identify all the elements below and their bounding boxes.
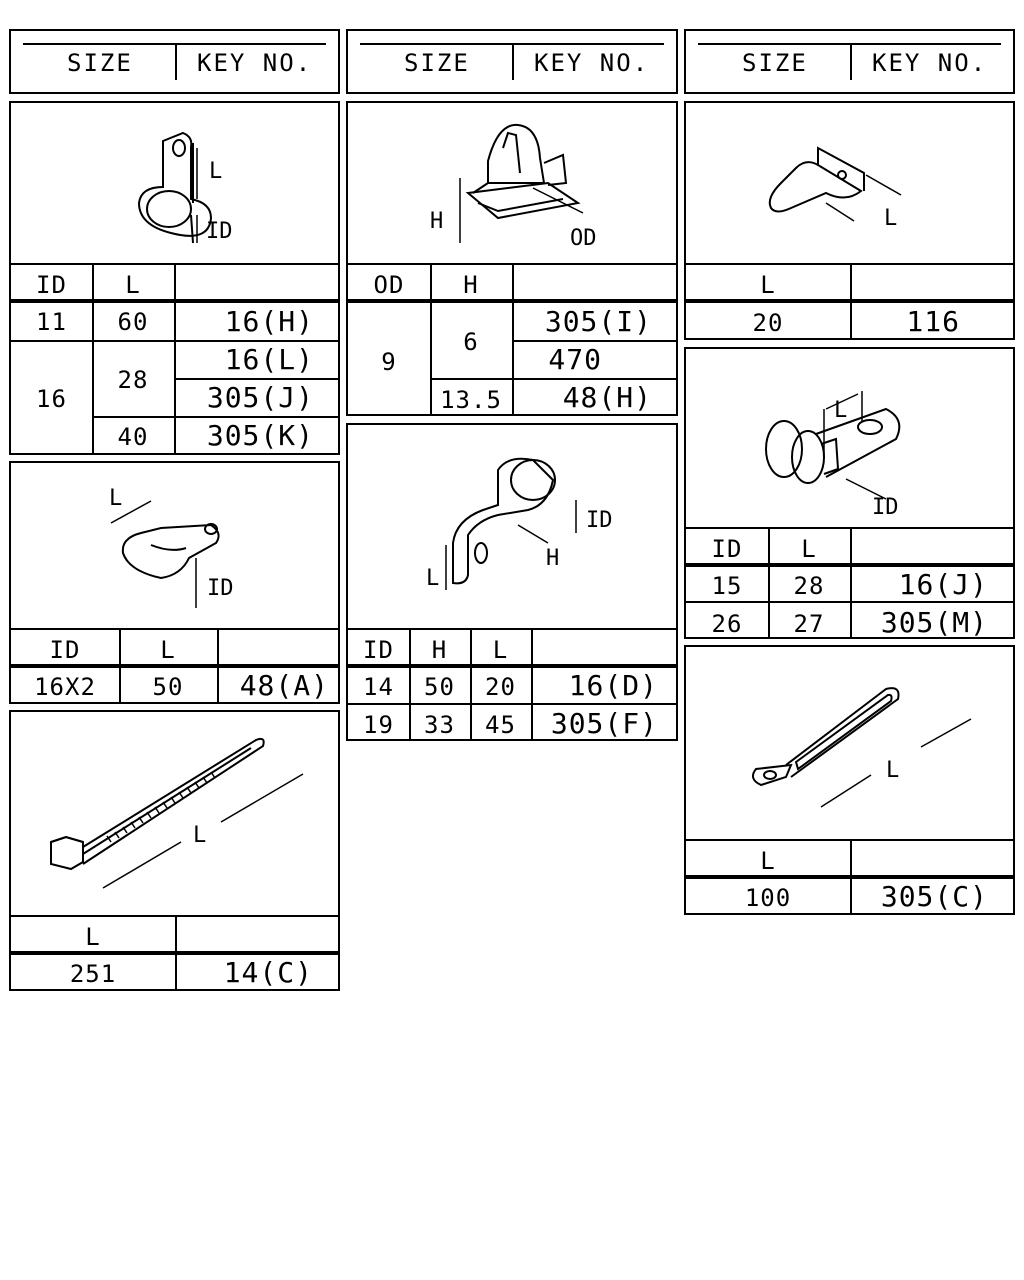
cell-l: 20 xyxy=(752,309,784,337)
cell-l: 100 xyxy=(744,884,792,912)
cell-id: 26 xyxy=(711,610,743,638)
cable-tie-label-l: L xyxy=(193,823,207,848)
clamp-double-illustration xyxy=(11,463,338,628)
cell-key: 16(D) xyxy=(568,669,658,702)
cell-key: 116 xyxy=(906,305,960,338)
cell-h: 50 xyxy=(424,673,455,701)
clip-od-label-h: H xyxy=(430,209,444,234)
col-header-id: ID xyxy=(363,636,394,664)
col-header-l: L xyxy=(760,271,776,299)
cell-key: 305(F) xyxy=(550,707,658,740)
grommet-clip-label-l: L xyxy=(834,398,848,423)
clamp-ring-label-l: L xyxy=(209,159,223,184)
col-header-l: L xyxy=(85,923,101,951)
clamp-p-label-id: ID xyxy=(586,508,613,533)
clamp-p-illustration xyxy=(348,425,676,628)
cell-id: 11 xyxy=(36,308,67,336)
part-clamp-double xyxy=(9,461,340,704)
col-header-h: H xyxy=(431,636,448,664)
col-header-id: ID xyxy=(49,636,81,664)
cell-id: 14 xyxy=(363,673,394,701)
cell-key: 14(C) xyxy=(223,956,313,989)
col-header-l: L xyxy=(492,636,509,664)
bracket-l-illustration xyxy=(686,103,1013,265)
cell-od: 9 xyxy=(381,348,397,376)
cell-l: 45 xyxy=(485,711,516,739)
cell-l: 27 xyxy=(793,610,825,638)
grommet-clip-illustration xyxy=(686,349,1013,529)
col-header-l: L xyxy=(160,636,176,664)
cell-l: 50 xyxy=(152,673,184,701)
header-key-label: KEY NO. xyxy=(872,49,988,77)
cell-l: 251 xyxy=(69,960,117,988)
cell-h: 33 xyxy=(424,711,455,739)
col-header-id: ID xyxy=(36,271,67,299)
cell-l: 20 xyxy=(485,673,516,701)
part-clamp-ring xyxy=(9,101,340,455)
cell-l: 28 xyxy=(793,572,825,600)
clip-od-label-od: OD xyxy=(570,226,597,251)
cell-l: 40 xyxy=(117,423,149,451)
part-bracket-l xyxy=(684,101,1015,340)
bracket-l-label-l: L xyxy=(884,206,898,231)
part-strap xyxy=(684,645,1015,915)
cable-tie-illustration xyxy=(11,712,338,915)
cell-h: 6 xyxy=(463,328,479,356)
col-header-l: L xyxy=(125,271,141,299)
header-size-label: SIZE xyxy=(404,49,470,77)
clamp-ring-illustration xyxy=(11,103,338,265)
clip-od-illustration xyxy=(348,103,676,265)
cell-id: 15 xyxy=(711,572,743,600)
cell-id: 16 xyxy=(36,385,67,413)
cell-key: 305(I) xyxy=(544,305,652,338)
strap-label-l: L xyxy=(886,758,900,783)
cell-id: 16X2 xyxy=(34,673,96,701)
strap-illustration xyxy=(686,647,1013,839)
clamp-p-label-h: H xyxy=(546,546,560,571)
cell-key: 305(C) xyxy=(880,880,988,913)
part-clip-od xyxy=(346,101,678,416)
header-size-label: SIZE xyxy=(742,49,808,77)
grommet-clip-label-id: ID xyxy=(872,495,899,520)
cell-key: 16(L) xyxy=(224,343,314,376)
cell-id: 19 xyxy=(363,711,394,739)
col-header-od: OD xyxy=(373,271,405,299)
cell-key: 16(J) xyxy=(898,568,988,601)
clamp-double-label-id: ID xyxy=(207,576,234,601)
cell-key: 48(A) xyxy=(239,669,329,702)
cell-h: 13.5 xyxy=(440,386,502,414)
col-header-id: ID xyxy=(711,535,743,563)
col-header-h: H xyxy=(463,271,479,299)
part-clamp-p xyxy=(346,423,678,741)
part-cable-tie xyxy=(9,710,340,991)
col-header-l: L xyxy=(801,535,817,563)
cell-l: 60 xyxy=(117,308,149,336)
clamp-double-label-l: L xyxy=(109,486,123,511)
header-key-label: KEY NO. xyxy=(534,49,650,77)
cell-key: 470 xyxy=(548,343,602,376)
clamp-p-label-l: L xyxy=(426,566,440,591)
header-size-key-3 xyxy=(684,29,1015,94)
header-size-key-1 xyxy=(9,29,340,94)
cell-key: 48(H) xyxy=(562,381,652,414)
header-size-label: SIZE xyxy=(67,49,133,77)
part-grommet-clip xyxy=(684,347,1015,639)
header-size-key-2 xyxy=(346,29,678,94)
clamp-ring-label-id: ID xyxy=(206,219,233,244)
cell-key: 16(H) xyxy=(224,305,314,338)
cell-key: 305(J) xyxy=(206,381,314,414)
col-header-l: L xyxy=(760,847,776,875)
cell-key: 305(M) xyxy=(880,606,988,639)
cell-l: 28 xyxy=(117,366,149,394)
header-key-label: KEY NO. xyxy=(197,49,313,77)
cell-key: 305(K) xyxy=(206,419,314,452)
